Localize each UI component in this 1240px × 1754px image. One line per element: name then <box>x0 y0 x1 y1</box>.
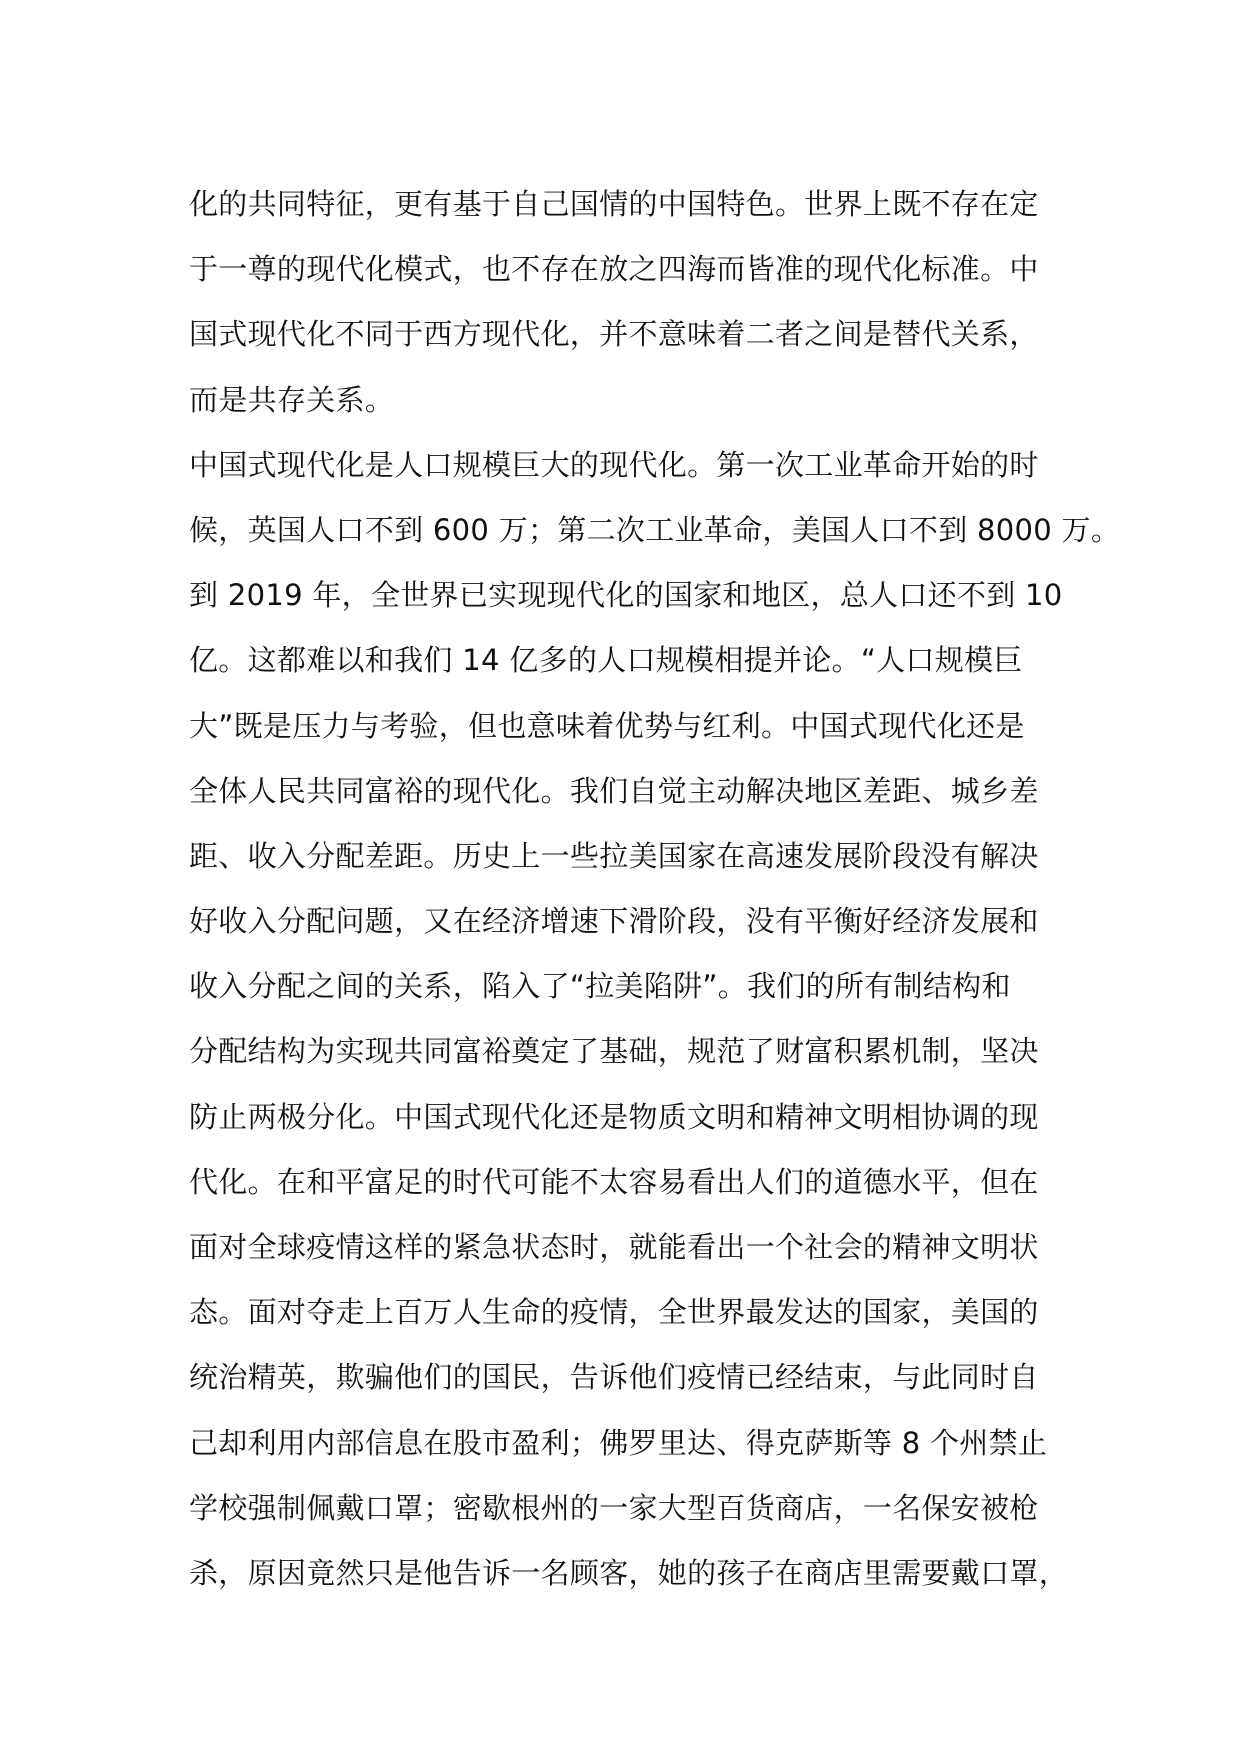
text-line-16: 代化。在和平富足的时代可能不太容易看出人们的道德水平，但在 <box>189 1164 1039 1199</box>
text-line-7: 到 2019 年，全世界已实现现代化的国家和地区，总人口还不到 10 <box>189 578 1063 613</box>
text-line-5: 中国式现代化是人口规模巨大的现代化。第一次工业革命开始的时 <box>189 447 1039 482</box>
text-line-4: 而是共存关系。 <box>189 382 395 417</box>
text-line-6: 候，英国人口不到 600 万；第二次工业革命，美国人口不到 8000 万。 <box>189 512 1121 547</box>
text-line-17: 面对全球疫情这样的紧急状态时，就能看出一个社会的精神文明状 <box>189 1230 1039 1264</box>
text-line-3: 国式现代化不同于西方现代化，并不意味着二者之间是替代关系， <box>189 317 1039 352</box>
text-line-2: 于一尊的现代化模式，也不存在放之四海而皆准的现代化标准。中 <box>189 252 1039 287</box>
text-line-8: 亿。这都难以和我们 14 亿多的人口规模相提并论。“人口规模巨 <box>189 643 1023 678</box>
text-line-13: 收入分配之间的关系，陷入了“拉美陷阱”。我们的所有制结构和 <box>189 969 1011 1004</box>
text-line-19: 统治精英，欺骗他们的国民，告诉他们疫情已经结束，与此同时自 <box>189 1360 1039 1395</box>
text-line-20: 己却利用内部信息在股市盈利；佛罗里达、得克萨斯等 8 个州禁止 <box>189 1425 1048 1460</box>
text-line-9: 大”既是压力与考验，但也意味着优势与红利。中国式现代化还是 <box>189 708 1025 743</box>
text-line-11: 距、收入分配差距。历史上一些拉美国家在高速发展阶段没有解决 <box>189 838 1039 873</box>
text-line-22: 杀，原因竟然只是他告诉一名顾客，她的孩子在商店里需要戴口罩， <box>189 1555 1069 1590</box>
text-line-14: 分配结构为实现共同富裕奠定了基础，规范了财富积累机制，坚决 <box>189 1034 1039 1069</box>
text-line-18: 态。面对夺走上百万人生命的疫情，全世界最发达的国家，美国的 <box>189 1295 1039 1330</box>
text-line-1: 化的共同特征，更有基于自己国情的中国特色。世界上既不存在定 <box>189 187 1039 221</box>
text-line-21: 学校强制佩戴口罩；密歇根州的一家大型百货商店，一名保安被枪 <box>189 1490 1039 1525</box>
body-text <box>189 172 1121 1606</box>
text-line-10: 全体人民共同富裕的现代化。我们自觉主动解决地区差距、城乡差 <box>189 773 1039 808</box>
text-line-12: 好收入分配问题，又在经济增速下滑阶段，没有平衡好经济发展和 <box>189 904 1039 939</box>
text-line-15: 防止两极分化。中国式现代化还是物质文明和精神文明相协调的现 <box>189 1099 1039 1134</box>
